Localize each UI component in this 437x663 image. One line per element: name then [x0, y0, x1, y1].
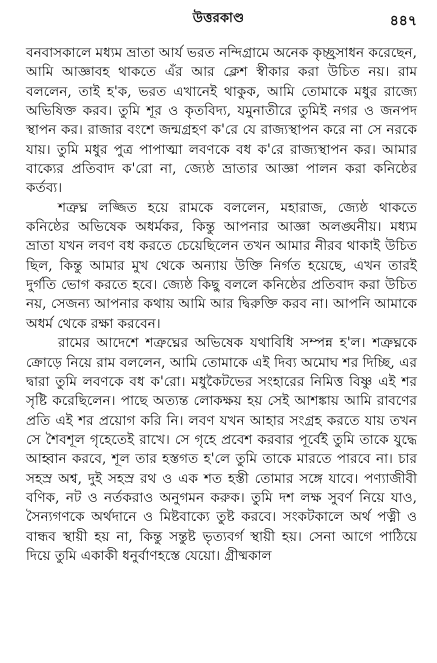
page-body-text	[26, 44, 417, 657]
running-title: উত্তরকাণ্ড	[192, 11, 245, 26]
page-number: ৪৪৭	[389, 13, 417, 29]
paragraph-3: রামের আদেশে শত্রুঘ্নের অভিষেক যথাবিধি সম্পন্ন হ'ল। শত্রুঘ্নকে ক্রোড়ে নিয়ে রাম বললেন, আমি তোমাকে এই দিব্য অমোঘ শর দিচ্ছি, এর দ্বারা তুমি লবণকে বধ ক'রো। মধুকৈটভের সংহারের নিমিত্ত বিষ্ণু এই শর সৃষ্টি করেছিলেন। পাছে অত্যন্ত লোকক্ষয় হয় সেই আশঙ্কায় আমি রাবণের প্রতি এই শর প্রয়োগ করি নি। লবণ যখন আহার সংগ্রহ করতে যায় তখন সে শৈবশূল গৃহেতেই রাখে। সে গৃহে প্রবেশ করবার পূর্বেই তুমি তাকে যুদ্ধে আহ্বান করবে, শূল তার হস্তগত হ'লে তুমি তাকে মারতে পারবে না। চার সহস্র অশ্ব, দুই সহস্র রথ ও এক শত হস্তী তোমার সঙ্গে যাবে। পণ্যাজীবী বণিক, নট ও নর্তকরাও অনুগমন করুক। তুমি দশ লক্ষ সুবর্ণ নিয়ে যাও, সৈন্যগণকে অর্থদানে ও মিষ্টবাক্যে তুষ্ট করবে। সংকটকালে অর্থ পত্নী ও বান্ধব স্থায়ী হয় না, কিন্তু সন্তুষ্ট ভৃত্যবর্গ স্থায়ী হয়। সেনা আগে পাঠিয়ে দিয়ে তুমি একাকী ধনুর্বাণহস্তে যেয়ো। গ্রীষ্মকাল	[26, 335, 417, 564]
paragraph-1: বনবাসকালে মধ্যম ভ্রাতা আর্য ভরত নন্দিগ্রামে অনেক কৃচ্ছ্রসাধন করেছেন, আমি আজ্ঞাবহ থাকতে এঁর আর ক্লেশ স্বীকার করা উচিত নয়। রাম বললেন, তাই হ'ক, ভরত এখানেই থাকুক, আমি তোমাকে মধুর রাজ্যে অভিষিক্ত করব। তুমি শূর ও কৃতবিদ্য, যমুনাতীরে তুমিই নগর ও জনপদ স্থাপন কর। রাজার বংশে জন্মগ্রহণ ক'রে যে রাজ্যস্থাপন করে না সে নরকে যায়। তুমি মধুর পুত্র পাপাত্মা লবণকে বধ ক'রে রাজ্যস্থাপন কর। আমার বাক্যের প্রতিবাদ ক'রো না, জ্যেষ্ঠ ভ্রাতার আজ্ঞা পালন করা কনিষ্ঠের কর্তব্য।	[26, 45, 417, 197]
paragraph-2: শত্রুঘ্ন লজ্জিত হয়ে রামকে বললেন, মহারাজ, জ্যেষ্ঠ থাকতে কনিষ্ঠের অভিষেক অধর্মকর, কিন্তু আপনার আজ্ঞা অলঙ্ঘনীয়। মধ্যম ভ্রাতা যখন লবণ বধ করতে চেয়েছিলেন তখন আমার নীরব থাকাই উচিত ছিল, কিন্তু আমার মুখ থেকে অন্যায় উক্তি নির্গত হয়েছে, এখন তারই দুর্গতি ভোগ করতে হবে। জ্যেষ্ঠ কিছু বললে কনিষ্ঠের প্রতিবাদ করা উচিত নয়, সেজন্য আপনার কথায় আমি আর দ্বিরুক্তি করব না। আপনি আমাকে অধর্ম থেকে রক্ষা করবেন।	[26, 199, 417, 332]
page-header	[0, 9, 437, 33]
